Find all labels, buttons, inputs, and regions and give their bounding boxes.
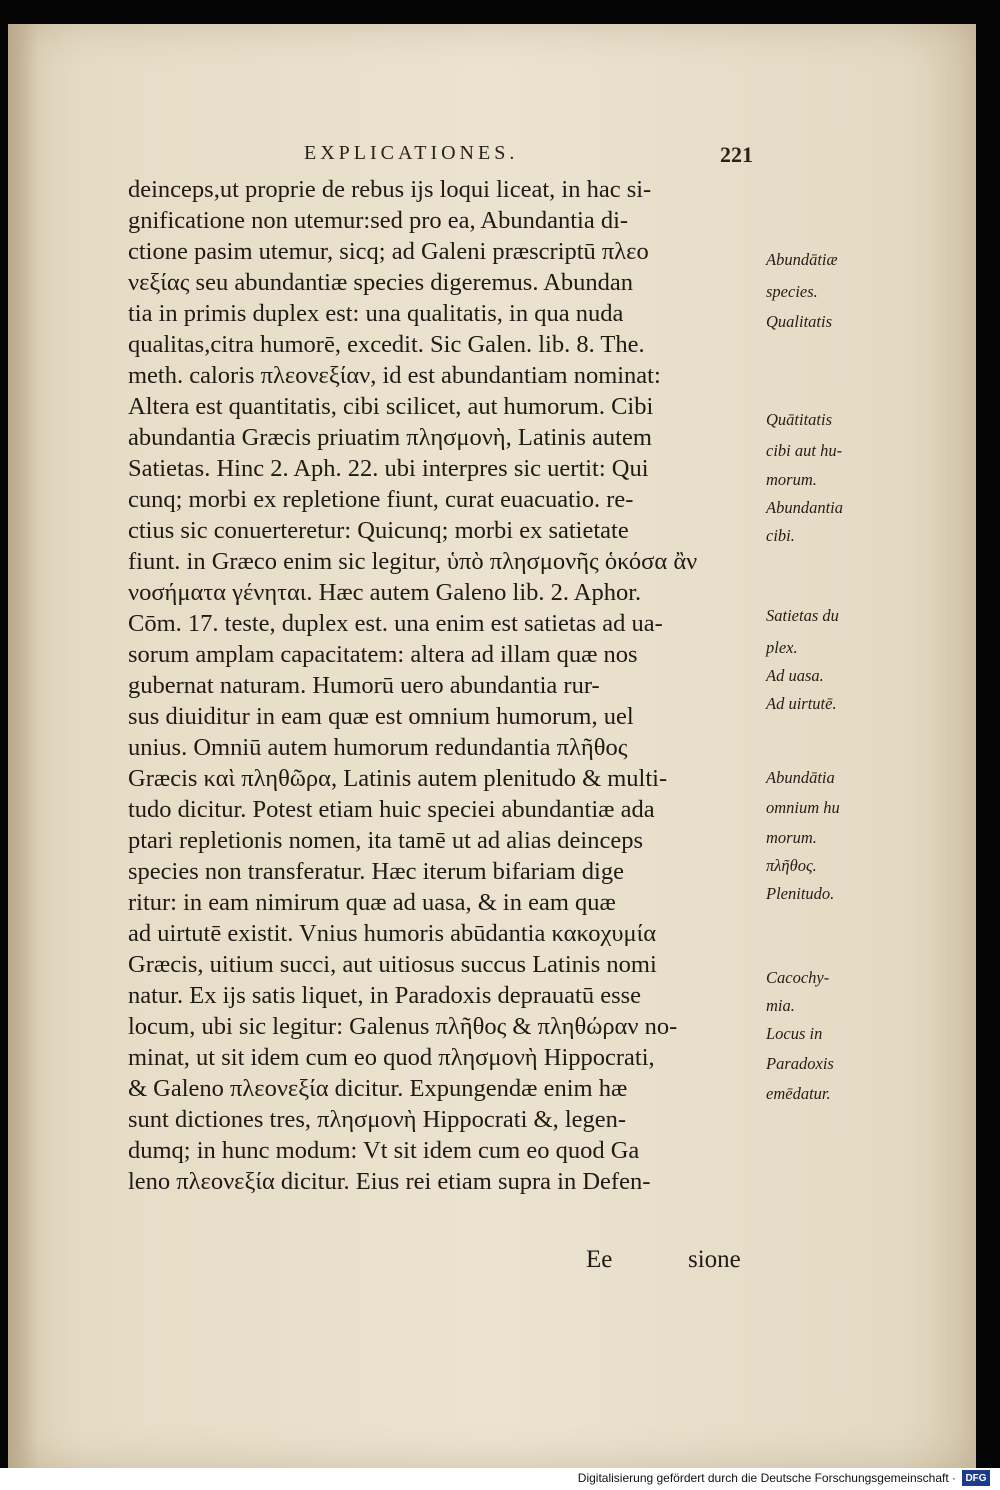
margin-note: πλῆθος. xyxy=(766,856,817,875)
margin-note: emēdatur. xyxy=(766,1084,831,1103)
text-line: ritur: in eam nimirum quæ ad uasa, & in eam quæ xyxy=(128,889,616,916)
margin-note: Paradoxis xyxy=(766,1054,834,1073)
text-line: tia in primis duplex est: una qualitatis, in qua nuda xyxy=(128,300,624,327)
text-line: Græcis καὶ πληθῶρα, Latinis autem plenitudo & multi- xyxy=(128,765,668,792)
text-line: ptari repletionis nomen, ita tamē ut ad alias deinceps xyxy=(128,827,644,854)
text-line: qualitas,citra humorē, excedit. Sic Galen. lib. 8. The. xyxy=(128,331,645,358)
text-line: leno πλεονεξία dicitur. Eius rei etiam supra in Defen- xyxy=(128,1168,651,1195)
text-line: natur. Ex ijs satis liquet, in Paradoxis deprauatū esse xyxy=(128,982,642,1009)
text-line: ctius sic conuerteretur: Quicunq; morbi ex satietate xyxy=(128,517,629,544)
margin-note: cibi. xyxy=(766,526,795,545)
text-line: deinceps,ut proprie de rebus ijs loqui liceat, in hac si- xyxy=(128,176,652,203)
margin-note: Abundantia xyxy=(766,498,843,517)
margin-note: Quātitatis xyxy=(766,410,833,429)
margin-note: cibi aut hu- xyxy=(766,441,843,460)
margin-note: Abundātiæ xyxy=(766,250,838,269)
margin-note: Ad uasa. xyxy=(766,666,824,685)
margin-note: plex. xyxy=(766,638,798,657)
text-line: locum, ubi sic legitur: Galenus πλῆθος & πληθώραν no- xyxy=(128,1013,678,1040)
text-line: & Galeno πλεονεξία dicitur. Expungendæ enim hæ xyxy=(128,1075,628,1102)
margin-note: morum. xyxy=(766,828,817,847)
text-line: sunt dictiones tres, πλησμονὴ Hippocrati &, legen- xyxy=(128,1106,627,1133)
footer-bar xyxy=(0,1468,1000,1490)
text-line: ad uirtutē existit. Vnius humoris abūdantia κακοχυμία xyxy=(128,920,657,947)
book-page xyxy=(8,24,976,1468)
text-line: νεξίας seu abundantiæ species digeremus. Abundan xyxy=(128,269,634,296)
text-line: dumq; in hunc modum: Vt sit idem cum eo quod Ga xyxy=(128,1137,640,1164)
text-line: meth. caloris πλεονεξίαν, id est abundantiam nominat: xyxy=(128,362,661,389)
text-line: gnificatione non utemur:sed pro ea, Abundantia di- xyxy=(128,207,629,234)
text-line: Satietas. Hinc 2. Aph. 22. ubi interpres sic uertit: Qui xyxy=(128,455,649,482)
text-line: ctione pasim utemur, sicq; ad Galeni præscriptū πλεο xyxy=(128,238,649,265)
catchword: sione xyxy=(688,1246,741,1273)
running-head: EXPLICATIONES. xyxy=(304,142,519,164)
text-line: fiunt. in Græco enim sic legitur, ὑπὸ πλησμονῆς ὁκόσα ἂν xyxy=(128,548,698,575)
text-line: minat, ut sit idem cum eo quod πλησμονὴ Hippocrati, xyxy=(128,1044,655,1071)
text-line: sus diuiditur in eam quæ est omnium humorum, uel xyxy=(128,703,634,730)
margin-note: mia. xyxy=(766,996,795,1015)
text-line: νοσήματα γένηται. Hæc autem Galeno lib. 2. Aphor. xyxy=(128,579,642,606)
text-line: gubernat naturam. Humorū uero abundantia rur- xyxy=(128,672,600,699)
margin-note: Qualitatis xyxy=(766,312,833,331)
margin-note: morum. xyxy=(766,470,817,489)
text-line: unius. Omniū autem humorum redundantia πλῆθος xyxy=(128,734,628,761)
text-line: Altera est quantitatis, cibi scilicet, aut humorum. Cibi xyxy=(128,393,654,420)
signature-mark: Ee xyxy=(586,1246,613,1273)
main-text-block xyxy=(128,174,758,1197)
margin-note: Ad uirtutē. xyxy=(766,694,837,713)
margin-note: Abundātia xyxy=(766,768,835,787)
page-number: 221 xyxy=(720,142,753,167)
margin-note: Plenitudo. xyxy=(766,884,835,903)
margin-note: omnium hu xyxy=(766,798,840,817)
text-line: abundantia Græcis priuatim πλησμονὴ, Latinis autem xyxy=(128,424,652,451)
margin-note: Cacochy- xyxy=(766,968,830,987)
text-line: tudo dicitur. Potest etiam huic speciei abundantiæ ada xyxy=(128,796,655,823)
funding-notice: Digitalisierung gefördert durch die Deutsche Forschungsgemeinschaft · xyxy=(577,1471,956,1485)
text-line: cunq; morbi ex repletione fiunt, curat euacuatio. re- xyxy=(128,486,634,513)
text-line: species non transferatur. Hæc iterum bifariam dige xyxy=(128,858,624,885)
margin-note: species. xyxy=(766,282,818,301)
margin-note: Locus in xyxy=(766,1024,823,1043)
page-gutter xyxy=(8,24,38,1468)
text-line: sorum amplam capacitatem: altera ad illam quæ nos xyxy=(128,641,638,668)
text-line: Græcis, uitium succi, aut uitiosus succus Latinis nomi xyxy=(128,951,657,978)
margin-note: Satietas du xyxy=(766,606,839,625)
text-line: Cōm. 17. teste, duplex est. una enim est satietas ad ua- xyxy=(128,610,663,637)
dfg-logo-icon: DFG xyxy=(962,1470,990,1486)
